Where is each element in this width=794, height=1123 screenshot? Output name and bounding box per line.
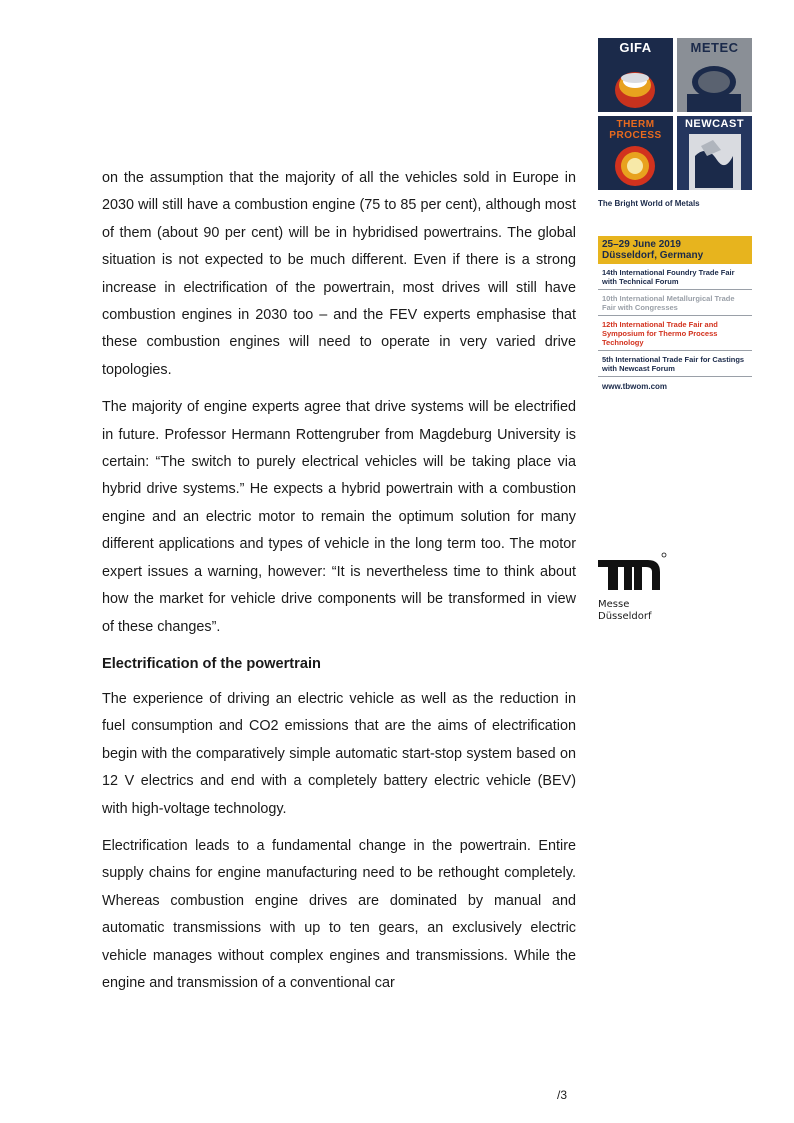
therm-process-tile [598,116,673,190]
gifa-label: GIFA [619,40,652,55]
metec-label: METEC [690,40,739,55]
messe-name [598,599,652,623]
paragraph-2: The majority of engine experts agree that drive systems will be electrified in future. Professor Hermann Rottengruber from Magdeburg University is certain: “The switch to purely electrical vehicles will be taking place via hybrid drive systems.” He expects a hybrid powertrain with a combustion engine and an electric motor to remain the optimum solution for many different applications and types of vehicle in the long term too. The motor expert issues a warning, however: “It is nevertheless time to think about how the market for vehicle drive components will be transformed in view of these changes”. [102,399,576,635]
messe-line2: Düsseldorf [598,611,652,622]
casting-icon [677,116,752,190]
fair-location: Düsseldorf, Germany [602,250,704,261]
page-number: /3 [557,1088,568,1102]
messe-line1: Messe [598,599,630,610]
paragraph-4: Electrification leads to a fundamental change in the powertrain. Entire supply chains for engine manufacturing need to be rethought completely. Whereas combustion engine drives are dominated by manual and automatic transmissions with up to ten gears, an exclusively electric vehicle manages without complex engines and transmissions. While the engine and transmission of a conventional car [102,837,576,991]
fair-metec-description: 10th International Metallurgical Trade Fair with Congresses [598,290,752,316]
fair-gifa-description: 14th International Foundry Trade Fair with Technical Forum [598,264,752,290]
newcast-label: NEWCAST [684,118,745,130]
date-box [598,236,752,264]
newcast-tile [677,116,752,190]
converter-icon [677,38,752,112]
main-text [102,165,576,1007]
fair-thermprocess-description: 12th International Trade Fair and Symposium for Thermo Process Technology [598,316,752,351]
fair-sidebar [598,38,752,396]
gifa-tile [598,38,673,112]
fair-tagline: The Bright World of Metals [598,199,700,208]
section-heading: Electrification of the powertrain [102,655,321,672]
fair-newcast-description: 5th International Trade Fair for Castings with Newcast Forum [598,351,752,377]
paragraph-3: The experience of driving an electric vehicle as well as the reduction in fuel consumption and CO2 emissions that are the aims of electrification begin with the comparatively simple automatic start-stop system based on 12 V electrics and end with a completely battery electric vehicle (BEV) with high-voltage technology. [102,690,576,817]
website-link[interactable]: www.tbwom.com [602,382,668,391]
heat-icon [598,116,673,190]
paragraph-1: on the assumption that the majority of all the vehicles sold in Europe in 2030 will still have a combustion engine (75 to 85 per cent), although most of them (about 90 per cent) will be in hybridised powertrains. The global situation is not expected to be much different. Even if there is a strong increase in electrification of the powertrain, most drives will still have combustion engines in 2030 too – and the FEV experts emphasise that these combustion engines will need to operate in very varied drive topologies. [102,170,576,378]
metec-tile [677,38,752,112]
fair-dates: 25–29 June 2019 [602,239,681,250]
messe-duesseldorf-logo [598,552,668,624]
therm-process-label: THERM PROCESS [609,119,662,141]
messe-logo-icon [598,552,668,596]
ladle-icon [598,38,673,112]
fair-logo-grid [598,38,752,190]
